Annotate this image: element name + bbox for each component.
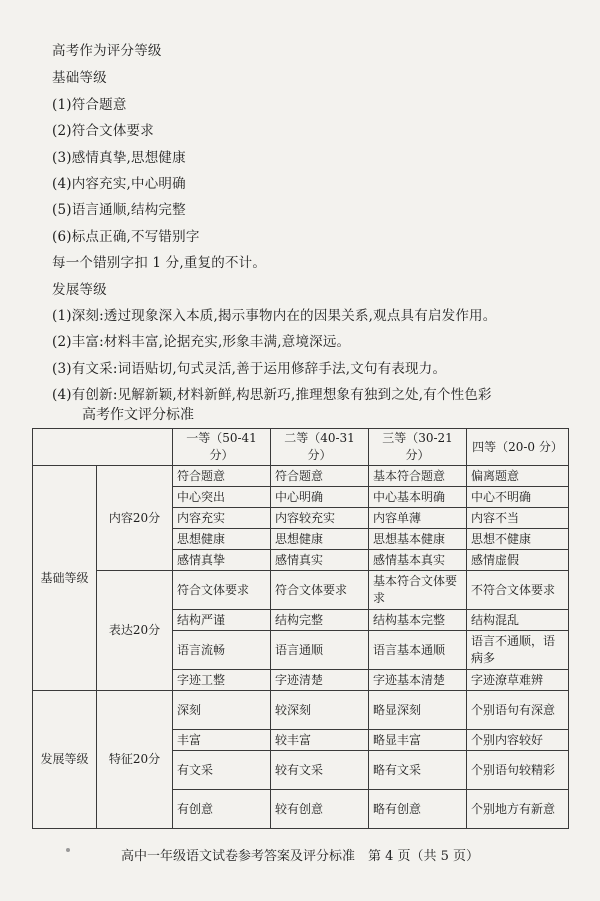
table-cell: 符合题意 bbox=[173, 466, 271, 487]
table-cell: 字迹潦草难辨 bbox=[467, 670, 569, 691]
table-cell: 内容较充实 bbox=[271, 508, 369, 529]
table-cell: 结构基本完整 bbox=[369, 610, 467, 631]
table-cell: 偏离题意 bbox=[467, 466, 569, 487]
table-row bbox=[33, 466, 569, 487]
criterion-line: (4)内容充实,中心明确 bbox=[52, 176, 186, 192]
table-cell: 符合文体要求 bbox=[271, 571, 369, 610]
criterion-line: (5)语言通顺,结构完整 bbox=[52, 202, 186, 218]
table-cell: 略有创意 bbox=[369, 790, 467, 829]
table-cell: 个别内容较好 bbox=[467, 730, 569, 751]
sub-label-feature: 特征20分 bbox=[97, 691, 173, 829]
sub-label-expression: 表达20分 bbox=[97, 571, 173, 691]
table-cell: 深刻 bbox=[173, 691, 271, 730]
table-cell: 内容不当 bbox=[467, 508, 569, 529]
column-header: 三等（30-21 分） bbox=[369, 429, 467, 466]
table-cell: 中心突出 bbox=[173, 487, 271, 508]
table-cell: 语言通顺 bbox=[271, 631, 369, 670]
table-corner-cell bbox=[33, 429, 173, 466]
table-cell: 感情虚假 bbox=[467, 550, 569, 571]
table-header-row bbox=[33, 429, 569, 466]
table-cell: 较有文采 bbox=[271, 751, 369, 790]
table-cell: 感情基本真实 bbox=[369, 550, 467, 571]
section-heading: 高考作为评分等级 bbox=[52, 43, 162, 59]
table-cell: 中心明确 bbox=[271, 487, 369, 508]
table-cell: 语言流畅 bbox=[173, 631, 271, 670]
table-cell: 字迹工整 bbox=[173, 670, 271, 691]
table-cell: 结构混乱 bbox=[467, 610, 569, 631]
criterion-line: (2)符合文体要求 bbox=[52, 123, 154, 139]
basic-level-heading: 基础等级 bbox=[52, 70, 107, 86]
table-cell: 感情真挚 bbox=[173, 550, 271, 571]
development-level-heading: 发展等级 bbox=[52, 282, 107, 298]
table-cell: 略显丰富 bbox=[369, 730, 467, 751]
criterion-line: (1)符合题意 bbox=[52, 97, 127, 113]
table-cell: 略显深刻 bbox=[369, 691, 467, 730]
table-cell: 略有文采 bbox=[369, 751, 467, 790]
table-row bbox=[33, 571, 569, 610]
deduction-note: 每一个错别字扣 1 分,重复的不计。 bbox=[52, 255, 267, 271]
criterion-line: (2)丰富:材料丰富,论据充实,形象丰满,意境深远。 bbox=[52, 334, 351, 350]
page-footer: 高中一年级语文试卷参考答案及评分标准 第 4 页（共 5 页） bbox=[120, 849, 480, 864]
table-cell: 符合文体要求 bbox=[173, 571, 271, 610]
table-cell: 字迹清楚 bbox=[271, 670, 369, 691]
table-cell: 思想健康 bbox=[271, 529, 369, 550]
table-cell: 个别地方有新意 bbox=[467, 790, 569, 829]
table-cell: 语言基本通顺 bbox=[369, 631, 467, 670]
level-label-development: 发展等级 bbox=[33, 691, 97, 829]
table-cell: 中心不明确 bbox=[467, 487, 569, 508]
table-cell: 符合题意 bbox=[271, 466, 369, 487]
table-cell: 较有创意 bbox=[271, 790, 369, 829]
table-row bbox=[33, 691, 569, 730]
table-cell: 基本符合题意 bbox=[369, 466, 467, 487]
table-cell: 思想基本健康 bbox=[369, 529, 467, 550]
level-label-basic: 基础等级 bbox=[33, 466, 97, 691]
table-cell: 思想不健康 bbox=[467, 529, 569, 550]
criterion-line: (1)深刻:透过现象深入本质,揭示事物内在的因果关系,观点具有启发作用。 bbox=[52, 308, 497, 324]
table-cell: 较深刻 bbox=[271, 691, 369, 730]
table-cell: 结构严谨 bbox=[173, 610, 271, 631]
grading-table bbox=[32, 428, 569, 829]
table-cell: 个别语句较精彩 bbox=[467, 751, 569, 790]
column-header: 一等（50-41 分） bbox=[173, 429, 271, 466]
table-cell: 思想健康 bbox=[173, 529, 271, 550]
table-cell: 内容充实 bbox=[173, 508, 271, 529]
table-cell: 有创意 bbox=[173, 790, 271, 829]
criterion-line: (4)有创新:见解新颖,材料新鲜,构思新巧,推理想象有独到之处,有个性色彩 bbox=[52, 387, 492, 403]
criterion-line: (3)有文采:词语贴切,句式灵活,善于运用修辞手法,文句有表现力。 bbox=[52, 361, 447, 377]
table-cell: 内容单薄 bbox=[369, 508, 467, 529]
table-cell: 结构完整 bbox=[271, 610, 369, 631]
criterion-line: (6)标点正确,不写错别字 bbox=[52, 229, 200, 245]
criterion-line: (3)感情真挚,思想健康 bbox=[52, 150, 186, 166]
table-cell: 字迹基本清楚 bbox=[369, 670, 467, 691]
table-cell: 语言不通顺，语病多 bbox=[467, 631, 569, 670]
column-header: 二等（40-31 分） bbox=[271, 429, 369, 466]
table-cell: 中心基本明确 bbox=[369, 487, 467, 508]
table-cell: 丰富 bbox=[173, 730, 271, 751]
table-cell: 基本符合文体要求 bbox=[369, 571, 467, 610]
table-cell: 不符合文体要求 bbox=[467, 571, 569, 610]
table-cell: 个别语句有深意 bbox=[467, 691, 569, 730]
sub-label-content: 内容20分 bbox=[97, 466, 173, 571]
table-cell: 感情真实 bbox=[271, 550, 369, 571]
table-title: 高考作文评分标准 bbox=[82, 407, 194, 423]
table-cell: 较丰富 bbox=[271, 730, 369, 751]
table-cell: 有文采 bbox=[173, 751, 271, 790]
column-header: 四等（20-0 分） bbox=[467, 429, 569, 466]
